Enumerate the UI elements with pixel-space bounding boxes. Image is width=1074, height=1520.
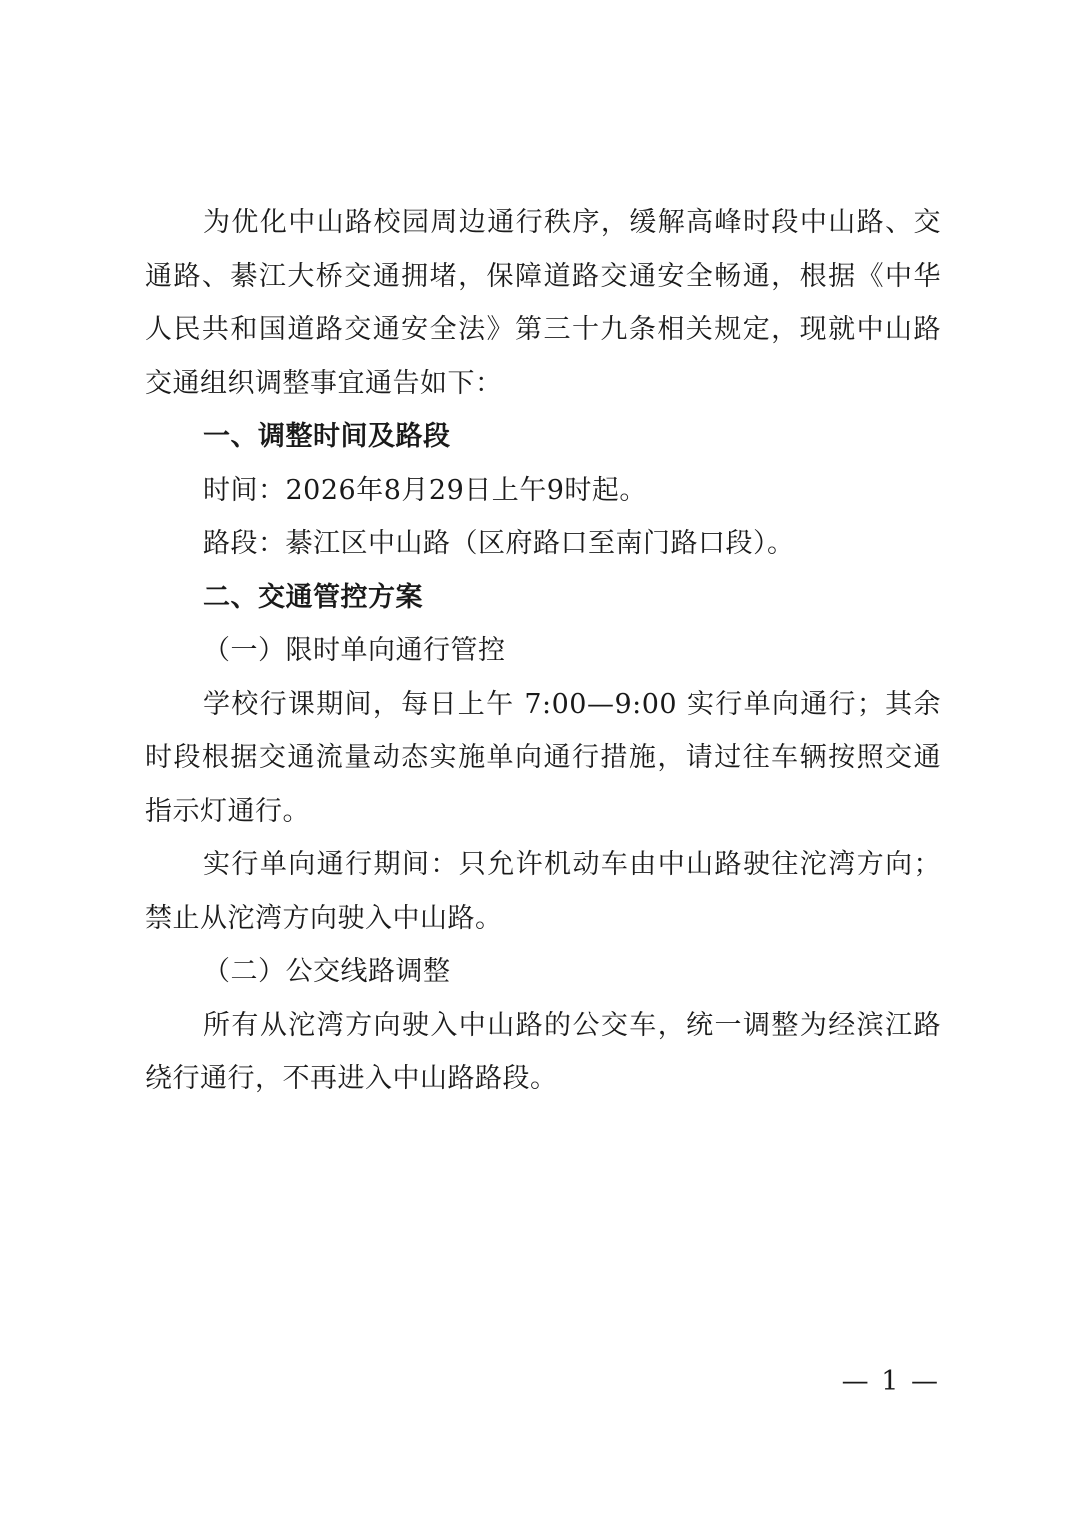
road-paragraph: 路段：綦江区中山路（区府路口至南门路口段）。 [203,528,795,559]
page-number: — 1 — [841,1366,940,1397]
section-1-heading: 一、调整时间及路段 [203,421,451,452]
time-paragraph: 时间：2026年8月29日上午9时起。 [203,474,647,506]
bus-route-paragraph: 所有从沱湾方向驶入中山路的公交车，统一调整为经滨江路绕行通行，不再进入中山路路段。 [145,1009,941,1094]
subsection-2-heading: （二）公交线路调整 [203,956,451,987]
section-2-heading: 二、交通管控方案 [203,581,423,613]
one-way-schedule-paragraph: 学校行课期间，每日上午 7:00—9:00 实行单向通行；其余时段根据交通流量动态实施单向通行措施，请过往车辆按照交通指示灯通行。 [145,688,941,827]
one-way-direction-paragraph: 实行单向通行期间：只允许机动车由中山路驶往沱湾方向；禁止从沱湾方向驶入中山路。 [145,849,941,934]
intro-paragraph: 为优化中山路校园周边通行秩序，缓解高峰时段中山路、交通路、綦江大桥交通拥堵，保障道路交通安全畅通，根据《中华人民共和国道路交通安全法》第三十九条相关规定，现就中山路交通组织调整事宜通告如下： [145,207,941,399]
subsection-1-heading: （一）限时单向通行管控 [203,635,506,666]
document-body [145,196,941,1106]
